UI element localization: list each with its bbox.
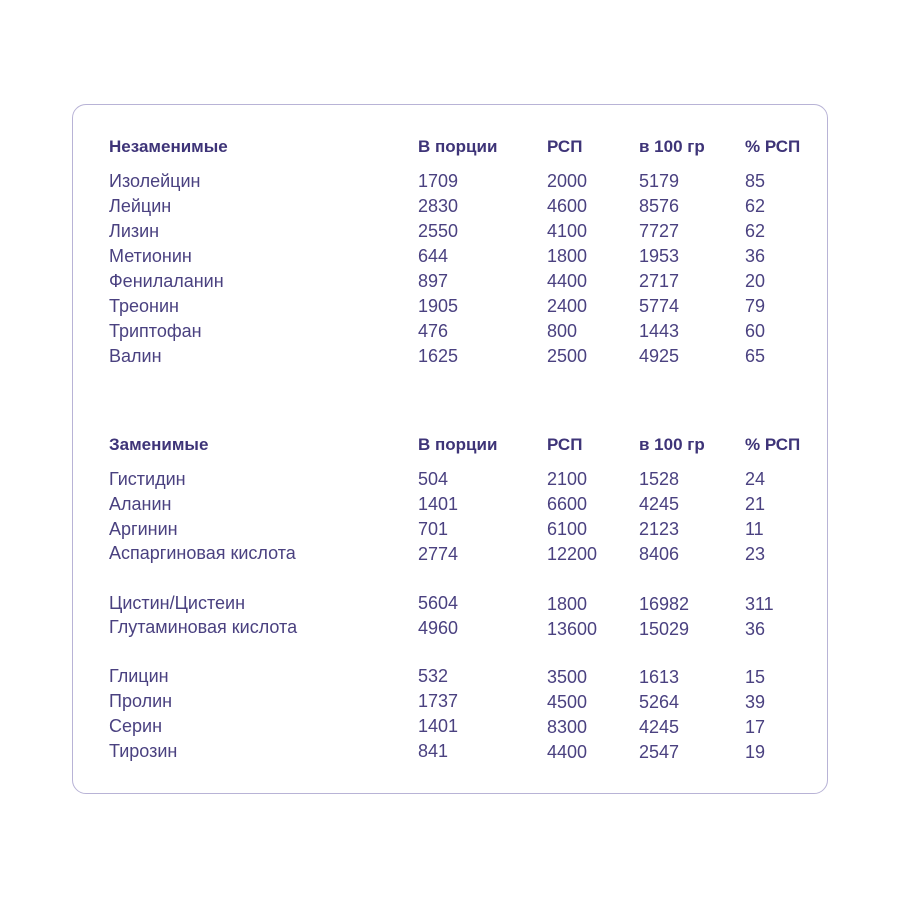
amino-rsp: 4100 <box>547 221 588 241</box>
amino-portion: 5604 <box>418 593 459 613</box>
amino-portion: 476 <box>418 321 449 341</box>
amino-per100: 5264 <box>639 692 680 712</box>
header-per100: в 100 гр <box>639 137 705 156</box>
amino-name: Серин <box>109 716 163 736</box>
header-pct: % РСП <box>745 137 801 156</box>
amino-rsp: 4500 <box>547 692 588 712</box>
amino-rsp: 13600 <box>547 619 598 639</box>
amino-name: Пролин <box>109 691 173 711</box>
amino-name: Изолейцин <box>109 171 201 191</box>
amino-per100: 7727 <box>639 221 680 241</box>
amino-per100: 1613 <box>639 667 680 687</box>
amino-per100: 4245 <box>639 494 680 514</box>
amino-rsp: 800 <box>547 321 578 341</box>
amino-name: Лейцин <box>109 196 172 216</box>
amino-name: Аспаргиновая кислота <box>109 543 296 563</box>
amino-pct: 311 <box>745 594 774 614</box>
amino-portion: 532 <box>418 666 449 686</box>
amino-portion: 2830 <box>418 196 459 216</box>
amino-pct: 36 <box>745 246 766 266</box>
amino-per100: 4925 <box>639 346 680 366</box>
amino-name: Триптофан <box>109 321 202 341</box>
amino-portion: 644 <box>418 246 449 266</box>
amino-pct: 15 <box>745 667 766 687</box>
amino-portion: 1737 <box>418 691 459 711</box>
amino-per100: 1953 <box>639 246 680 266</box>
amino-pct: 62 <box>745 196 766 216</box>
amino-pct: 19 <box>745 742 766 762</box>
amino-pct: 85 <box>745 171 766 191</box>
amino-portion: 701 <box>418 519 449 539</box>
amino-rsp: 3500 <box>547 667 588 687</box>
amino-rsp: 2100 <box>547 469 588 489</box>
amino-per100: 16982 <box>639 594 690 614</box>
amino-rsp: 2400 <box>547 296 588 316</box>
header-portion: В порции <box>418 137 498 156</box>
amino-name: Валин <box>109 346 162 366</box>
amino-pct: 36 <box>745 619 766 639</box>
amino-name: Метионин <box>109 246 192 266</box>
amino-pct: 79 <box>745 296 766 316</box>
amino-name: Фенилаланин <box>109 271 224 291</box>
amino-pct: 62 <box>745 221 766 241</box>
amino-rsp: 12200 <box>547 544 598 564</box>
amino-per100: 4245 <box>639 717 680 737</box>
amino-portion: 1709 <box>418 171 459 191</box>
amino-per100: 5179 <box>639 171 680 191</box>
amino-rsp: 4600 <box>547 196 588 216</box>
amino-per100: 15029 <box>639 619 690 639</box>
amino-per100: 8576 <box>639 196 680 216</box>
amino-pct: 60 <box>745 321 766 341</box>
amino-per100: 2717 <box>639 271 680 291</box>
amino-rsp: 4400 <box>547 271 588 291</box>
amino-name: Гистидин <box>109 469 186 489</box>
amino-pct: 20 <box>745 271 766 291</box>
amino-name: Треонин <box>109 296 179 316</box>
header-group: Незаменимые <box>109 137 228 156</box>
amino-per100: 8406 <box>639 544 680 564</box>
amino-name: Лизин <box>109 221 160 241</box>
amino-portion: 841 <box>418 741 449 761</box>
amino-portion: 4960 <box>418 618 459 638</box>
amino-portion: 1401 <box>418 494 459 514</box>
amino-portion: 504 <box>418 469 449 489</box>
amino-portion: 2550 <box>418 221 459 241</box>
amino-per100: 2547 <box>639 742 680 762</box>
amino-rsp: 8300 <box>547 717 588 737</box>
amino-pct: 23 <box>745 544 766 564</box>
amino-name: Глицин <box>109 666 169 686</box>
amino-pct: 11 <box>745 519 764 539</box>
amino-per100: 1528 <box>639 469 680 489</box>
header-portion: В порции <box>418 435 498 454</box>
amino-name: Аланин <box>109 494 172 514</box>
amino-name: Цистин/Цистеин <box>109 593 246 613</box>
amino-pct: 39 <box>745 692 766 712</box>
amino-name: Тирозин <box>109 741 178 761</box>
amino-rsp: 2500 <box>547 346 588 366</box>
amino-portion: 1401 <box>418 716 459 736</box>
amino-pct: 17 <box>745 717 766 737</box>
header-pct: % РСП <box>745 435 801 454</box>
header-per100: в 100 гр <box>639 435 705 454</box>
amino-per100: 1443 <box>639 321 680 341</box>
amino-rsp: 2000 <box>547 171 588 191</box>
amino-rsp: 6600 <box>547 494 588 514</box>
amino-per100: 5774 <box>639 296 680 316</box>
header-rsp: РСП <box>547 435 583 454</box>
header-group: Заменимые <box>109 435 209 454</box>
amino-portion: 2774 <box>418 544 459 564</box>
amino-rsp: 1800 <box>547 594 588 614</box>
amino-portion: 897 <box>418 271 449 291</box>
amino-pct: 24 <box>745 469 766 489</box>
amino-rsp: 1800 <box>547 246 588 266</box>
amino-pct: 21 <box>745 494 766 514</box>
amino-portion: 1905 <box>418 296 459 316</box>
amino-name: Глутаминовая кислота <box>109 617 298 637</box>
header-rsp: РСП <box>547 137 583 156</box>
amino-rsp: 4400 <box>547 742 588 762</box>
amino-portion: 1625 <box>418 346 459 366</box>
amino-rsp: 6100 <box>547 519 588 539</box>
amino-per100: 2123 <box>639 519 680 539</box>
amino-name: Аргинин <box>109 519 178 539</box>
amino-pct: 65 <box>745 346 766 366</box>
